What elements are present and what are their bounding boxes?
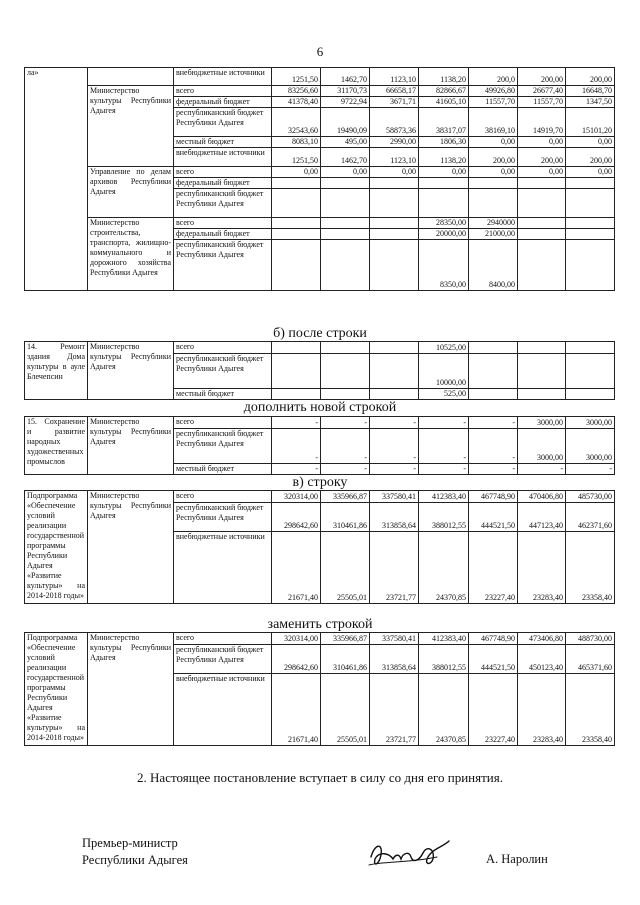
table-subprogram-new [24, 632, 615, 746]
value-cell: - [469, 417, 518, 429]
value-cell: 465371,60 [566, 645, 615, 674]
value-cell: 3671,71 [370, 97, 419, 108]
value-cell: 313858,64 [370, 503, 419, 532]
value-cell [566, 229, 615, 240]
value-cell: 23358,40 [566, 532, 615, 604]
funding-source-cell: всего [174, 633, 272, 645]
value-cell: 38317,07 [419, 108, 469, 137]
value-cell: 58873,36 [370, 108, 419, 137]
value-cell: 335966,87 [321, 633, 370, 645]
value-cell [321, 354, 370, 389]
funding-source-cell: местный бюджет [174, 389, 272, 400]
value-cell [321, 389, 370, 400]
value-cell: - [419, 417, 469, 429]
value-cell: 467748,90 [469, 491, 518, 503]
value-cell: 8083,10 [272, 137, 321, 148]
value-cell: 488730,00 [566, 633, 615, 645]
heading-row: в) строку [292, 475, 348, 490]
paragraph-2: 2. Настоящее постановление вступает в силу со дня его принятия. [137, 770, 503, 785]
value-cell: - [370, 429, 419, 464]
value-cell: 14919,70 [518, 108, 566, 137]
value-cell: - [370, 417, 419, 429]
table-row [25, 167, 615, 178]
value-cell [419, 189, 469, 218]
value-cell: 200,00 [566, 68, 615, 86]
table-row [25, 86, 615, 97]
value-cell [370, 389, 419, 400]
value-cell: 462371,60 [566, 503, 615, 532]
value-cell: 23227,40 [469, 674, 518, 746]
value-cell: 82866,67 [419, 86, 469, 97]
value-cell: 0,00 [321, 167, 370, 178]
value-cell: 200,00 [469, 148, 518, 167]
value-cell [321, 229, 370, 240]
table-subprogram-old [24, 490, 615, 604]
value-cell [321, 218, 370, 229]
value-cell [419, 178, 469, 189]
value-cell [518, 389, 566, 400]
value-cell: 0,00 [469, 137, 518, 148]
value-cell: - [272, 417, 321, 429]
value-cell [272, 218, 321, 229]
value-cell: 310461,86 [321, 503, 370, 532]
value-cell: 11557,70 [518, 97, 566, 108]
value-cell: 200,00 [518, 148, 566, 167]
value-cell: 412383,40 [419, 633, 469, 645]
value-cell [321, 189, 370, 218]
value-cell: 337580,41 [370, 491, 419, 503]
value-cell: 21000,00 [469, 229, 518, 240]
value-cell: 23721,77 [370, 532, 419, 604]
value-cell: 83256,60 [272, 86, 321, 97]
value-cell [370, 229, 419, 240]
value-cell: 337580,41 [370, 633, 419, 645]
value-cell [272, 229, 321, 240]
value-cell: 388012,55 [419, 503, 469, 532]
executor-cell: Министерство строительства, транспорта, жилищно-коммунального и дорожного хозяйства Республики Адыгея [88, 218, 174, 291]
value-cell: 23721,77 [370, 674, 419, 746]
value-cell: 41605,10 [419, 97, 469, 108]
value-cell [469, 342, 518, 354]
value-cell: 320314,00 [272, 633, 321, 645]
value-cell: 8350,00 [419, 240, 469, 291]
value-cell: 0,00 [566, 137, 615, 148]
value-cell: 41378,40 [272, 97, 321, 108]
page-number: 6 [316, 44, 324, 59]
value-cell: 444521,50 [469, 503, 518, 532]
value-cell: 447123,40 [518, 503, 566, 532]
funding-source-cell: республиканский бюджет Республики Адыгея [174, 503, 272, 532]
value-cell: 525,00 [419, 389, 469, 400]
row-title-cell: ла» [25, 68, 88, 291]
value-cell: 23227,40 [469, 532, 518, 604]
value-cell: 450123,40 [518, 645, 566, 674]
value-cell [566, 189, 615, 218]
value-cell: 200,00 [566, 148, 615, 167]
value-cell [321, 240, 370, 291]
value-cell: 298642,60 [272, 645, 321, 674]
value-cell [370, 218, 419, 229]
executor-cell: Министерство культуры Республики Адыгея [88, 86, 174, 167]
value-cell: 335966,87 [321, 491, 370, 503]
value-cell [518, 189, 566, 218]
value-cell [469, 354, 518, 389]
executor-cell [88, 68, 174, 86]
signatory-position-line1: Премьер-министр [82, 836, 178, 850]
executor-cell: Министерство культуры Республики Адыгея [88, 491, 174, 604]
value-cell: - [518, 464, 566, 475]
row-title-cell: Подпрограмма «Обеспечение условий реализации государственной программы Республики Адыгея «Развитие культуры» на 2014-2018 годы» [25, 633, 88, 746]
funding-source-cell: федеральный бюджет [174, 229, 272, 240]
value-cell: 1138,20 [419, 68, 469, 86]
heading-replace-with: заменить строкой [267, 617, 373, 632]
executor-cell: Министерство культуры Республики Адыгея [88, 342, 174, 400]
value-cell [518, 240, 566, 291]
value-cell: - [419, 429, 469, 464]
funding-source-cell: всего [174, 491, 272, 503]
funding-source-cell: местный бюджет [174, 137, 272, 148]
value-cell: 10000,00 [419, 354, 469, 389]
value-cell [566, 354, 615, 389]
value-cell: 2940000 [469, 218, 518, 229]
value-cell: 473406,80 [518, 633, 566, 645]
heading-add-new-row: дополнить новой строкой [243, 400, 397, 415]
value-cell: 298642,60 [272, 503, 321, 532]
value-cell: 16648,70 [566, 86, 615, 97]
value-cell: 1806,30 [419, 137, 469, 148]
funding-source-cell: республиканский бюджет Республики Адыгея [174, 645, 272, 674]
value-cell: 11557,70 [469, 97, 518, 108]
value-cell: 23358,40 [566, 674, 615, 746]
value-cell [370, 342, 419, 354]
value-cell: 19490,09 [321, 108, 370, 137]
table-row [25, 218, 615, 229]
value-cell: 0,00 [566, 167, 615, 178]
value-cell: 1347,50 [566, 97, 615, 108]
funding-source-cell: всего [174, 167, 272, 178]
value-cell [272, 178, 321, 189]
table-row [25, 633, 615, 645]
value-cell: 15101,20 [566, 108, 615, 137]
value-cell: 3000,00 [518, 429, 566, 464]
value-cell: 495,00 [321, 137, 370, 148]
value-cell: 3000,00 [566, 417, 615, 429]
value-cell: 21671,40 [272, 532, 321, 604]
value-cell: 10525,00 [419, 342, 469, 354]
funding-source-cell: местный бюджет [174, 464, 272, 475]
funding-source-cell: республиканский бюджет Республики Адыгея [174, 354, 272, 389]
value-cell: 444521,50 [469, 645, 518, 674]
value-cell: 310461,86 [321, 645, 370, 674]
value-cell [518, 342, 566, 354]
value-cell: 1462,70 [321, 68, 370, 86]
funding-source-cell: внебюджетные источники [174, 148, 272, 167]
value-cell: 66658,17 [370, 86, 419, 97]
value-cell: - [566, 464, 615, 475]
value-cell: 32543,60 [272, 108, 321, 137]
funding-source-cell: республиканский бюджет Республики Адыгея [174, 240, 272, 291]
value-cell: 25505,01 [321, 674, 370, 746]
funding-source-cell: республиканский бюджет Республики Адыгея [174, 189, 272, 218]
row-title-cell: 15. Сохранение и развитие народных художественных промыслов [25, 417, 88, 475]
value-cell: - [370, 464, 419, 475]
table-row-15 [24, 416, 615, 475]
value-cell [566, 240, 615, 291]
value-cell: 485730,00 [566, 491, 615, 503]
value-cell: 24370,85 [419, 532, 469, 604]
budget-table-continuation [24, 67, 615, 291]
value-cell [272, 189, 321, 218]
value-cell: 21671,40 [272, 674, 321, 746]
executor-cell: Министерство культуры Республики Адыгея [88, 417, 174, 475]
value-cell: - [272, 464, 321, 475]
signatory-position-line2: Республики Адыгея [82, 853, 188, 867]
value-cell: 1251,50 [272, 148, 321, 167]
value-cell [518, 354, 566, 389]
value-cell: 320314,00 [272, 491, 321, 503]
value-cell [272, 389, 321, 400]
funding-source-cell: внебюджетные источники [174, 532, 272, 604]
value-cell: 313858,64 [370, 645, 419, 674]
value-cell: 0,00 [518, 137, 566, 148]
value-cell: 2990,00 [370, 137, 419, 148]
row-title-cell: 14. Ремонт здания Дома культуры в ауле Блечепсин [25, 342, 88, 400]
value-cell [518, 229, 566, 240]
table-row [25, 342, 615, 354]
value-cell: 23283,40 [518, 674, 566, 746]
signatory-name: А. Наролин [486, 852, 548, 866]
value-cell: 470406,80 [518, 491, 566, 503]
value-cell: 0,00 [518, 167, 566, 178]
value-cell: - [321, 429, 370, 464]
value-cell: 0,00 [272, 167, 321, 178]
value-cell [469, 389, 518, 400]
value-cell: - [321, 464, 370, 475]
value-cell: 9722,94 [321, 97, 370, 108]
table-row [25, 417, 615, 429]
value-cell: 8400,00 [469, 240, 518, 291]
funding-source-cell: всего [174, 342, 272, 354]
value-cell: 1462,70 [321, 148, 370, 167]
value-cell [272, 354, 321, 389]
value-cell: 3000,00 [518, 417, 566, 429]
value-cell: 1251,50 [272, 68, 321, 86]
value-cell: 23283,40 [518, 532, 566, 604]
value-cell: 1123,10 [370, 148, 419, 167]
value-cell [321, 178, 370, 189]
signatory-position [82, 835, 188, 869]
value-cell: 0,00 [469, 167, 518, 178]
value-cell: 20000,00 [419, 229, 469, 240]
value-cell: 38169,10 [469, 108, 518, 137]
value-cell: - [419, 464, 469, 475]
funding-source-cell: всего [174, 417, 272, 429]
table-row [25, 68, 615, 86]
funding-source-cell: республиканский бюджет Республики Адыгея [174, 108, 272, 137]
value-cell: 3000,00 [566, 429, 615, 464]
value-cell [566, 342, 615, 354]
value-cell [272, 342, 321, 354]
table-row-14 [24, 341, 615, 400]
value-cell: 1123,10 [370, 68, 419, 86]
value-cell: 467748,90 [469, 633, 518, 645]
value-cell: - [321, 417, 370, 429]
handwritten-signature [365, 835, 455, 875]
funding-source-cell: внебюджетные источники [174, 674, 272, 746]
funding-source-cell: федеральный бюджет [174, 97, 272, 108]
value-cell: - [469, 429, 518, 464]
value-cell: - [469, 464, 518, 475]
funding-source-cell: республиканский бюджет Республики Адыгея [174, 429, 272, 464]
value-cell: 25505,01 [321, 532, 370, 604]
value-cell [566, 178, 615, 189]
value-cell [321, 342, 370, 354]
value-cell: 49926,80 [469, 86, 518, 97]
executor-cell: Министерство культуры Республики Адыгея [88, 633, 174, 746]
value-cell [566, 218, 615, 229]
value-cell: 0,00 [370, 167, 419, 178]
value-cell: 200,0 [469, 68, 518, 86]
value-cell [370, 189, 419, 218]
value-cell: 26677,40 [518, 86, 566, 97]
value-cell: 24370,85 [419, 674, 469, 746]
value-cell [518, 178, 566, 189]
value-cell: 388012,55 [419, 645, 469, 674]
value-cell [370, 240, 419, 291]
executor-cell: Управление по делам архивов Республики Адыгея [88, 167, 174, 218]
value-cell [469, 189, 518, 218]
value-cell: - [272, 429, 321, 464]
funding-source-cell: федеральный бюджет [174, 178, 272, 189]
value-cell: 28350,00 [419, 218, 469, 229]
funding-source-cell: всего [174, 218, 272, 229]
heading-after-row: б) после строки [273, 326, 367, 341]
value-cell [566, 389, 615, 400]
value-cell: 0,00 [419, 167, 469, 178]
value-cell [370, 178, 419, 189]
row-title-cell: Подпрограмма «Обеспечение условий реализации государственной программы Республики Адыгея «Развитие культуры» на 2014-2018 годы» [25, 491, 88, 604]
value-cell: 200,00 [518, 68, 566, 86]
value-cell [370, 354, 419, 389]
value-cell: 1138,20 [419, 148, 469, 167]
value-cell [518, 218, 566, 229]
value-cell: 412383,40 [419, 491, 469, 503]
value-cell [272, 240, 321, 291]
funding-source-cell: внебюджетные источники [174, 68, 272, 86]
table-row [25, 491, 615, 503]
value-cell [469, 178, 518, 189]
funding-source-cell: всего [174, 86, 272, 97]
value-cell: 31170,73 [321, 86, 370, 97]
